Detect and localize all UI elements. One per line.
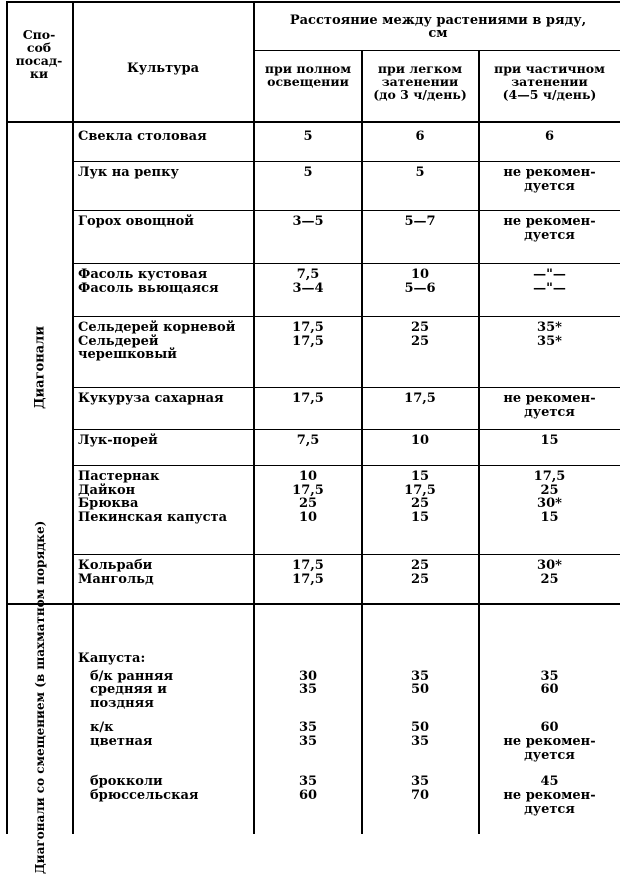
row-value-partial-shade: —"— bbox=[533, 267, 566, 282]
header-crop-label: Культура bbox=[126, 61, 200, 76]
row-value-full-light: 10 bbox=[298, 509, 318, 525]
row-value-partial-shade: 17,5 bbox=[533, 469, 566, 484]
header-crop bbox=[74, 62, 252, 75]
row-crop-name: Горох овощной bbox=[78, 214, 194, 229]
cabbage-value-full-light: 35 bbox=[298, 774, 318, 789]
row-value-light-shade: 25 bbox=[410, 558, 430, 573]
row-crop-name: Сельдерей корневой bbox=[78, 320, 236, 335]
row-value-light-shade: 25 bbox=[410, 320, 430, 335]
cabbage-crop-name: средняя и bbox=[90, 682, 167, 697]
row-value-light-shade: 15 bbox=[410, 469, 430, 484]
row-value-full-light: 3—5 bbox=[292, 214, 324, 229]
cabbage-value-full-light: 30 bbox=[298, 669, 318, 684]
row-value-light-shade: 17,5 bbox=[404, 482, 436, 498]
row-divider bbox=[72, 263, 620, 264]
row-value-light-shade: 5—6 bbox=[404, 280, 436, 296]
row-value-light-shade: 25 bbox=[410, 496, 430, 511]
cabbage-crop-name: брокколи bbox=[90, 774, 163, 789]
row-value-partial-shade: не рекомен- bbox=[503, 214, 596, 229]
cabbage-value-full-light: 35 bbox=[298, 682, 318, 697]
row-value-partial-shade: не рекомен- bbox=[503, 165, 596, 180]
row-value-partial-shade: —"— bbox=[533, 280, 566, 296]
header-col2-line: (до 3 ч/день) bbox=[373, 87, 467, 102]
cabbage-crop-name: б/к ранняя bbox=[90, 669, 174, 684]
row-crop-name: Лук-порей bbox=[78, 433, 158, 448]
header-method-line: ки bbox=[29, 66, 49, 81]
header-method-line: соб bbox=[26, 40, 52, 55]
row-value-partial-shade: 15 bbox=[540, 509, 559, 525]
cabbage-crop-name: брюссельская bbox=[90, 788, 199, 803]
row-value-full-light: 17,5 bbox=[292, 391, 324, 406]
cabbage-value-full-light: 60 bbox=[298, 788, 318, 803]
row-value-light-shade: 25 bbox=[410, 333, 430, 349]
header-distance-line: см bbox=[428, 26, 448, 41]
cabbage-value-partial-shade: 45 bbox=[540, 774, 559, 789]
row-value-partial-shade: 30* bbox=[537, 558, 562, 573]
cabbage-value-partial-shade: 60 bbox=[540, 682, 559, 697]
header-method-line: посад- bbox=[15, 53, 63, 68]
row-value-light-shade: 10 bbox=[410, 433, 430, 448]
row-value-light-shade: 15 bbox=[410, 509, 430, 525]
row-value-light-shade: 5—7 bbox=[404, 214, 436, 229]
row-value-full-light: 5 bbox=[303, 165, 313, 180]
row-value-light-shade: 25 bbox=[410, 571, 430, 587]
row-crop-name: Мангольд bbox=[78, 571, 154, 587]
row-crop-name: Сельдерей bbox=[78, 333, 159, 349]
row-divider bbox=[72, 316, 620, 317]
row-crop-name: Пастернак bbox=[78, 469, 160, 484]
header-col1 bbox=[255, 62, 361, 88]
cabbage-value-full-light: 35 bbox=[298, 720, 318, 735]
row-value-full-light: 17,5 bbox=[292, 571, 324, 587]
header-col3-line: (4—5 ч/день) bbox=[502, 87, 597, 102]
row-value-full-light: 7,5 bbox=[296, 267, 320, 282]
cabbage-value-light-shade: 35 bbox=[410, 774, 430, 789]
row-divider bbox=[72, 387, 620, 388]
row-crop-name: Брюква bbox=[78, 496, 139, 511]
cabbage-value-partial-shade: дуется bbox=[524, 802, 575, 817]
header-method-line: Спо- bbox=[22, 27, 56, 42]
cabbage-title: Капуста: bbox=[78, 651, 146, 666]
header-col2-line: затенении bbox=[381, 74, 459, 89]
cabbage-value-light-shade: 35 bbox=[410, 669, 430, 684]
row-crop-name: Фасоль кустовая bbox=[78, 267, 208, 282]
header-col3-line: затенении bbox=[511, 74, 588, 89]
row-value-full-light: 7,5 bbox=[296, 433, 320, 448]
cabbage-value-partial-shade: 60 bbox=[540, 720, 559, 735]
row-divider bbox=[72, 429, 620, 430]
cabbage-value-light-shade: 70 bbox=[410, 788, 430, 803]
header-col1-line: освещении bbox=[267, 74, 349, 89]
row-crop-name: Дайкон bbox=[78, 482, 136, 498]
row-value-full-light: 17,5 bbox=[292, 320, 324, 335]
cabbage-value-partial-shade: дуется bbox=[524, 748, 575, 763]
header-distance-line: Расстояние между растениями в ряду, bbox=[289, 13, 587, 28]
header-bottom-border bbox=[6, 121, 620, 123]
row-value-full-light: 5 bbox=[303, 129, 313, 144]
row-divider bbox=[72, 465, 620, 466]
col-divider-method bbox=[72, 1, 74, 834]
table-top-border bbox=[6, 1, 620, 3]
row-value-light-shade: 5 bbox=[415, 165, 425, 180]
cabbage-value-partial-shade: 35 bbox=[540, 669, 559, 684]
row-value-full-light: 3—4 bbox=[292, 280, 324, 296]
header-col3-line: при частичном bbox=[494, 61, 605, 76]
col-divider-left-edge bbox=[6, 1, 8, 834]
row-value-full-light: 25 bbox=[298, 496, 318, 511]
row-value-light-shade: 17,5 bbox=[404, 391, 436, 406]
row-value-partial-shade: дуется bbox=[524, 404, 575, 420]
header-method bbox=[8, 28, 70, 80]
cabbage-value-full-light: 35 bbox=[298, 734, 318, 749]
row-value-partial-shade: 15 bbox=[540, 433, 559, 448]
row-crop-name: Кукуруза сахарная bbox=[78, 391, 224, 406]
header-col3 bbox=[479, 62, 620, 101]
row-divider bbox=[72, 554, 620, 555]
row-value-partial-shade: 25 bbox=[540, 482, 559, 498]
row-crop-name: черешковый bbox=[78, 347, 177, 362]
row-value-partial-shade: 6 bbox=[544, 129, 555, 144]
row-divider bbox=[72, 161, 620, 162]
row-value-full-light: 17,5 bbox=[292, 482, 324, 498]
cabbage-value-light-shade: 50 bbox=[410, 720, 430, 735]
group-label-diagonals: Диагонали bbox=[32, 326, 48, 410]
header-col2 bbox=[362, 62, 478, 101]
header-col2-line: при легком bbox=[377, 61, 463, 76]
header-distance-title bbox=[256, 14, 620, 40]
row-crop-name: Фасоль вьющаяся bbox=[78, 280, 219, 296]
row-value-full-light: 17,5 bbox=[292, 333, 324, 349]
row-value-partial-shade: дуется bbox=[524, 178, 575, 194]
row-value-partial-shade: не рекомен- bbox=[503, 391, 596, 406]
cabbage-value-partial-shade: не рекомен- bbox=[503, 734, 596, 749]
cabbage-value-partial-shade: не рекомен- bbox=[503, 788, 596, 803]
row-divider bbox=[72, 210, 620, 211]
row-value-partial-shade: 35* bbox=[537, 333, 562, 349]
row-value-partial-shade: 25 bbox=[540, 571, 559, 587]
row-crop-name: Лук на репку bbox=[78, 165, 179, 180]
group-divider bbox=[6, 603, 620, 605]
row-crop-name: Кольраби bbox=[78, 558, 153, 573]
row-value-partial-shade: 35* bbox=[537, 320, 562, 335]
row-value-partial-shade: дуется bbox=[524, 227, 575, 243]
row-value-light-shade: 6 bbox=[415, 129, 425, 144]
row-value-light-shade: 10 bbox=[410, 267, 430, 282]
header-col1-line: при полном bbox=[264, 61, 352, 76]
cabbage-value-light-shade: 35 bbox=[410, 734, 430, 749]
col-divider-crop bbox=[253, 1, 255, 834]
row-value-partial-shade: 30* bbox=[537, 496, 562, 511]
cabbage-crop-name: поздняя bbox=[90, 696, 154, 711]
cabbage-crop-name: к/к bbox=[90, 720, 114, 735]
row-crop-name: Свекла столовая bbox=[78, 129, 207, 144]
header-subdivider bbox=[254, 50, 620, 51]
row-value-full-light: 10 bbox=[298, 469, 318, 484]
row-value-full-light: 17,5 bbox=[292, 558, 324, 573]
group-label-staggered: Диагонали со смещением (в шахматном порядке) bbox=[33, 520, 47, 874]
cabbage-crop-name: цветная bbox=[90, 734, 153, 749]
row-crop-name: Пекинская капуста bbox=[78, 509, 227, 525]
cabbage-value-light-shade: 50 bbox=[410, 682, 430, 697]
